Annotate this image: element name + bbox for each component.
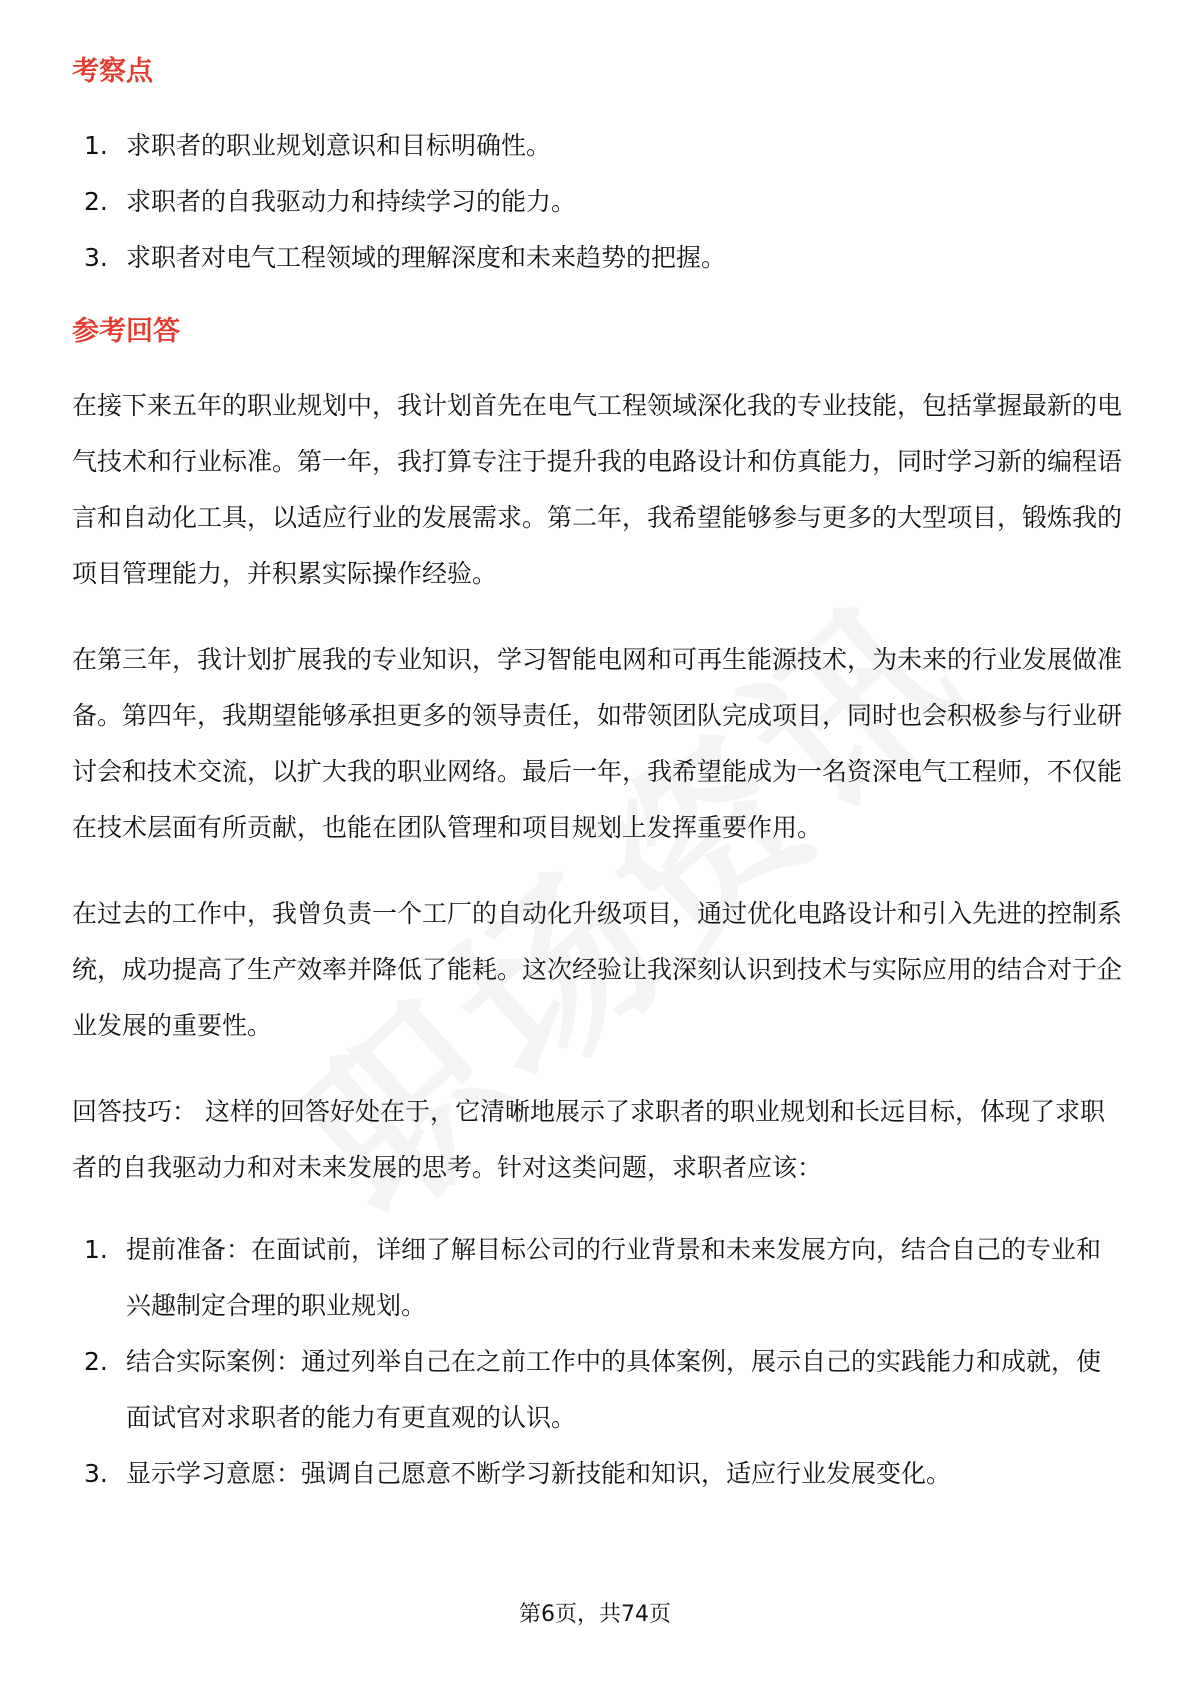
tips-intro: 回答技巧： 这样的回答好处在于，它清晰地展示了求职者的职业规划和长远目标，体现了求职者的自我驱动力和对未来发展的思考。针对这类问题，求职者应该： [72,1097,1105,1182]
list-item [72,230,1122,286]
content [72,52,1122,1502]
list-number: 3. [84,243,108,272]
answer-paragraph-2: 在第三年，我计划扩展我的专业知识，学习智能电网和可再生能源技术，为未来的行业发展做准备。第四年，我期望能够承担更多的领导责任，如带领团队完成项目，同时也会积极参与行业研讨会和技术交流，以扩大我的职业网络。最后一年，我希望能成为一名资深电气工程师，不仅能在技术层面有所贡献，也能在团队管理和项目规划上发挥重要作用。 [72,645,1123,842]
list-number: 3. [84,1459,108,1488]
list-item [72,1446,1122,1502]
tips-list [72,1222,1122,1502]
page-number: 第6页，共74页 [519,1602,671,1627]
list-item [72,118,1122,174]
list-text: 提前准备：在面试前，详细了解目标公司的行业背景和未来发展方向，结合自己的专业和兴趣制定合理的职业规划。 [126,1235,1102,1320]
list-number: 1. [84,131,108,160]
list-item [72,1222,1122,1334]
list-text: 结合实际案例：通过列举自己在之前工作中的具体案例，展示自己的实践能力和成就，使面试官对求职者的能力有更直观的认识。 [126,1347,1102,1432]
focus-heading: 考察点 [72,56,153,87]
answer-paragraph-1: 在接下来五年的职业规划中，我计划首先在电气工程领域深化我的专业技能，包括掌握最新的电气技术和行业标准。第一年，我打算专注于提升我的电路设计和仿真能力，同时学习新的编程语言和自动化工具，以适应行业的发展需求。第二年，我希望能够参与更多的大型项目，锻炼我的项目管理能力，并积累实际操作经验。 [72,391,1123,588]
answer-paragraph-3: 在过去的工作中，我曾负责一个工厂的自动化升级项目，通过优化电路设计和引入先进的控制系统，成功提高了生产效率并降低了能耗。这次经验让我深刻认识到技术与实际应用的结合对于企业发展的重要性。 [72,899,1123,1040]
list-item [72,174,1122,230]
list-text: 求职者对电气工程领域的理解深度和未来趋势的把握。 [126,243,727,272]
focus-list [72,118,1122,286]
list-text: 求职者的职业规划意识和目标明确性。 [126,131,552,160]
list-number: 1. [84,1235,108,1264]
answer-heading: 参考回答 [72,316,180,347]
list-text: 求职者的自我驱动力和持续学习的能力。 [126,187,577,216]
list-number: 2. [84,187,108,216]
list-text: 显示学习意愿：强调自己愿意不断学习新技能和知识，适应行业发展变化。 [126,1459,952,1488]
list-number: 2. [84,1347,108,1376]
list-item [72,1334,1122,1446]
